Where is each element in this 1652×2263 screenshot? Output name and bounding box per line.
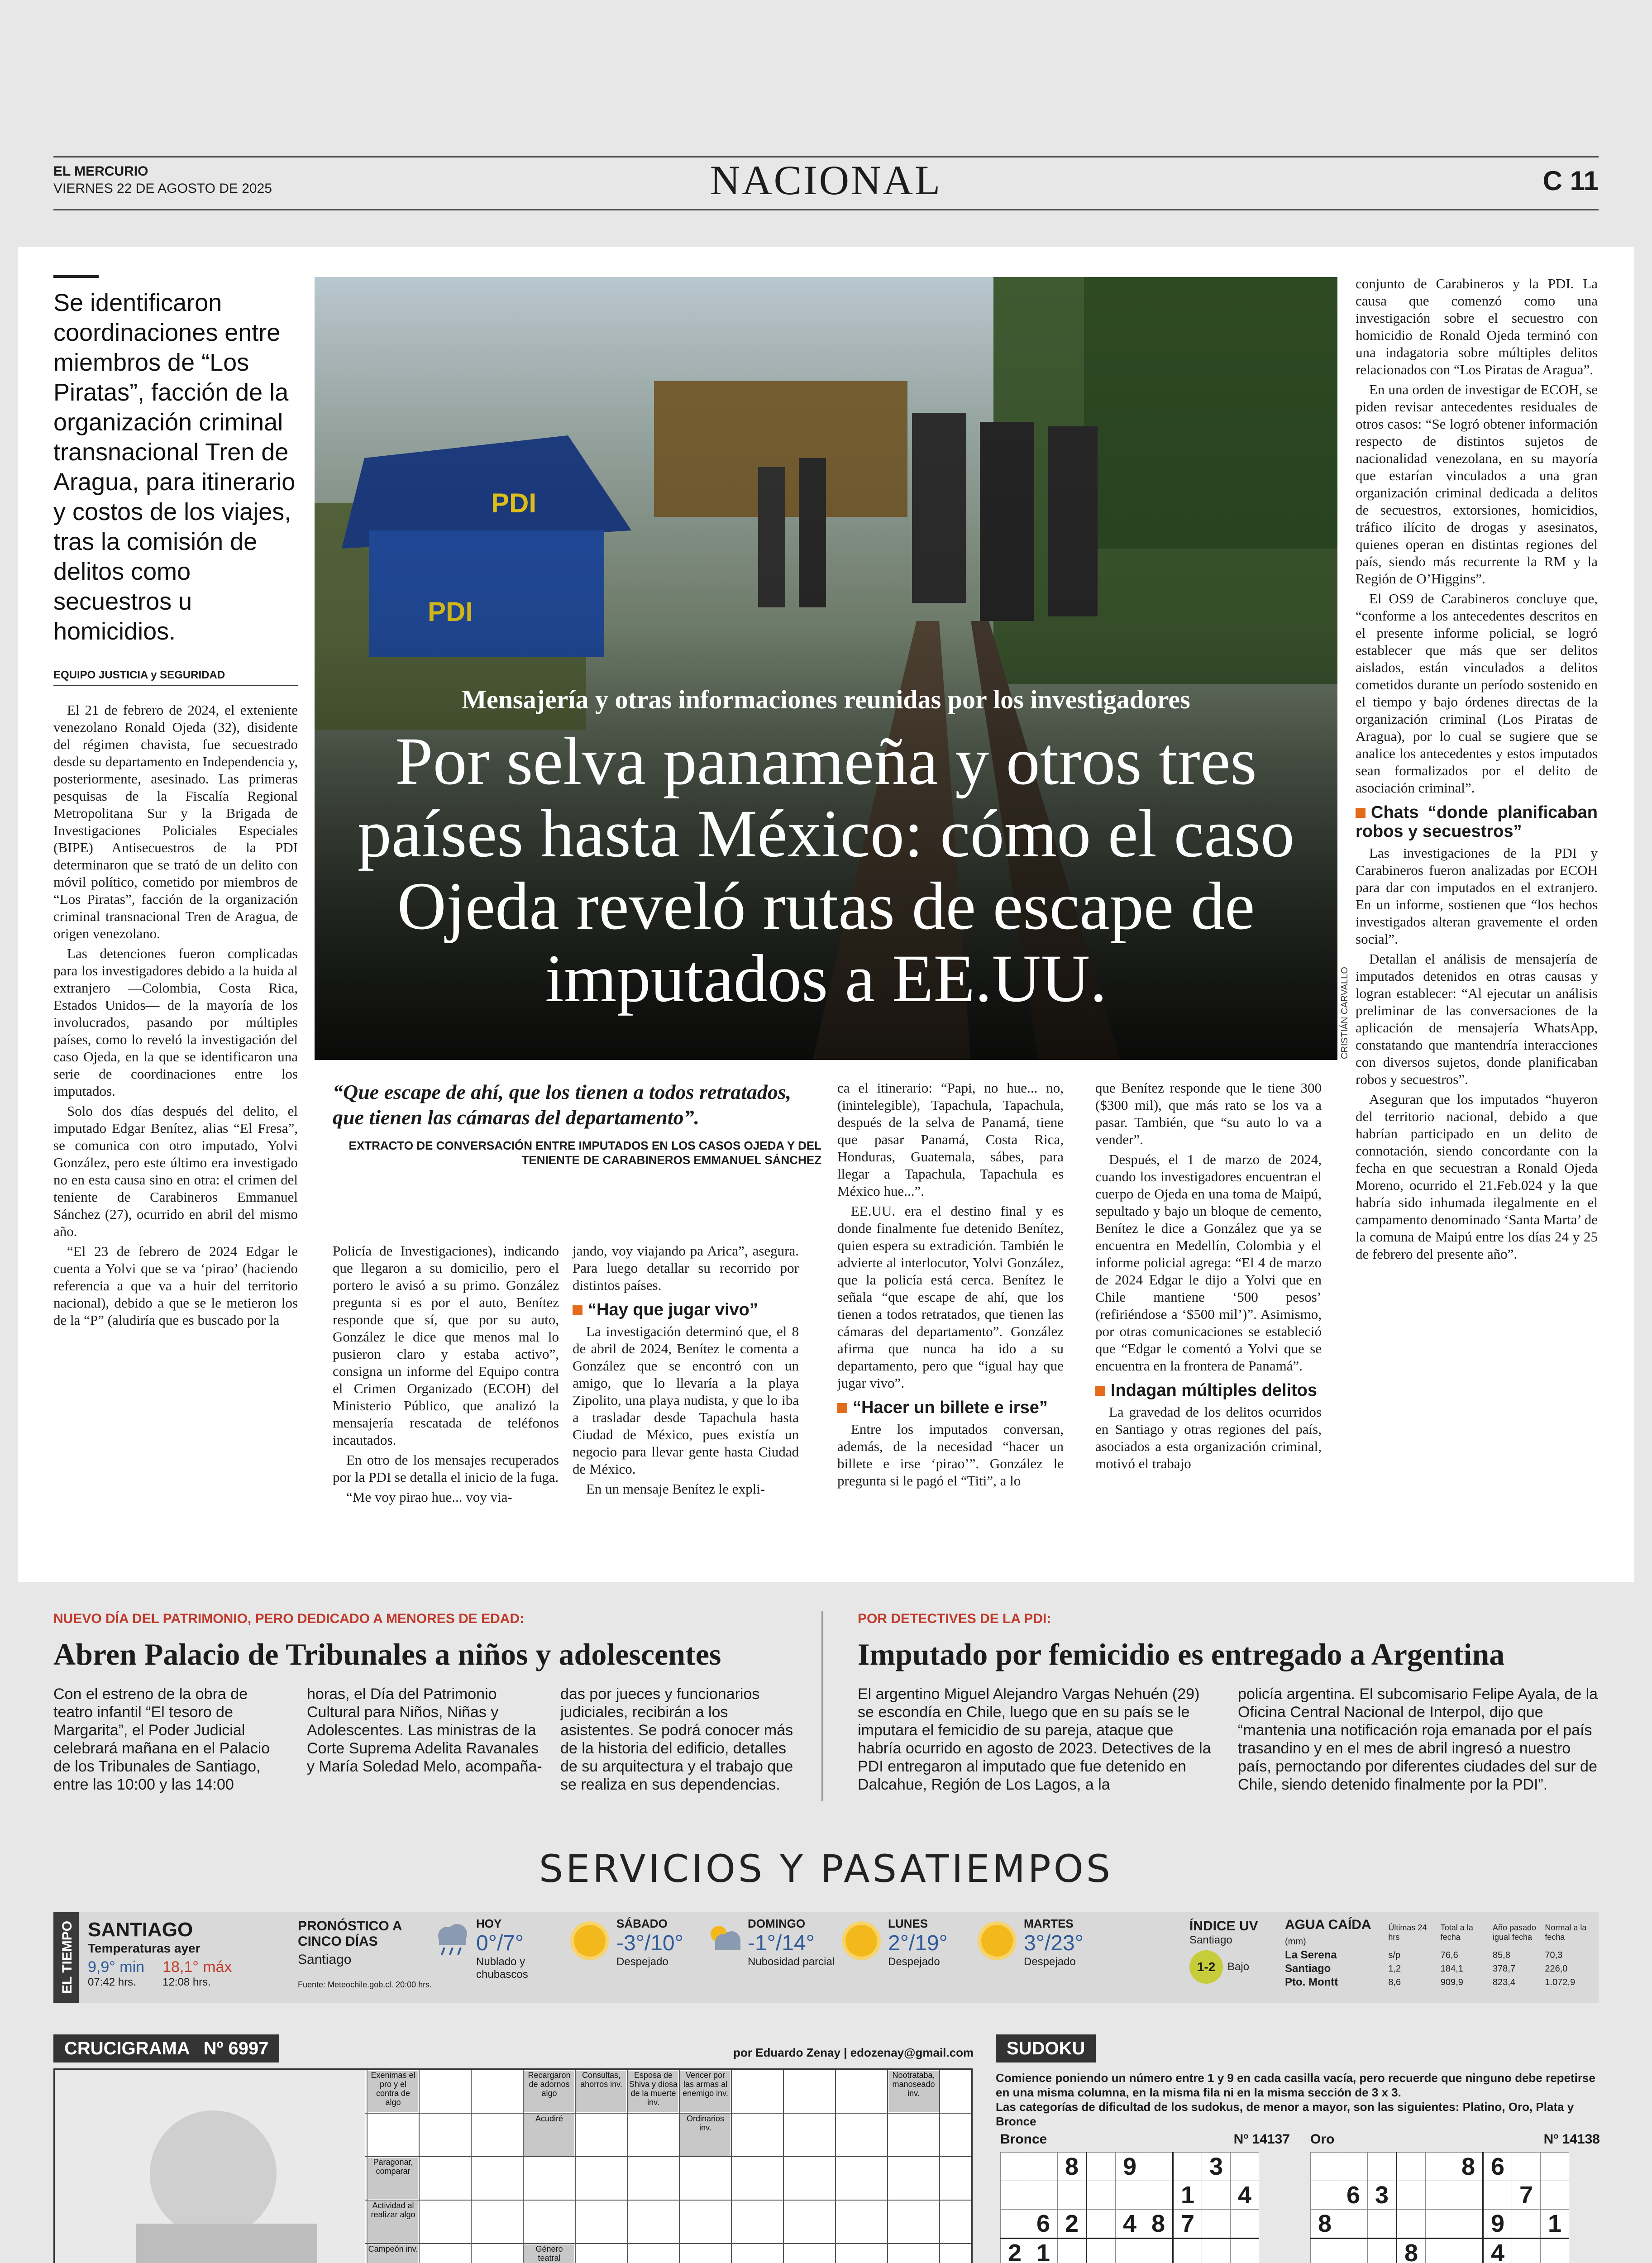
sudoku-cell[interactable]: 4	[1483, 2239, 1512, 2263]
sudoku-cell[interactable]: 4	[1231, 2181, 1259, 2210]
article-col-6: conjunto de Carabineros y la PDI. La causa que comenzó como una investigación sobre el secuestro con homicidio de Ronald Ojeda terminó con una indagatoria sobre múltiples delitos relacionados con “Los Piratas de Aragua”. En una orden de investigar de ECOH, se piden revisar antecedentes residuales de otros casos: “Se logró obtener información respecto de distintos sujetos de nacionalidad venezolana, en su mayoría que estarían vinculados a una gran organización criminal dedicada a delitos de secuestros, extorsiones, homicidios, tráfico ilícito de drogas y asesinatos, quienes operan en distintas regiones del país, siendo más recurrente la RM y la Región de O’Higgins”. El OS9 de Carabineros concluye que, “conforme a los antecedentes descritos en el presente informe policial, se logró establecer que más que ser delitos aislados, están vinculados a delitos cometidos durante un período sostenido en el tiempo y bajo órdenes directas de la organización criminal (Los Piratas de Aragua), por lo cual se sugiere que se analice los antecedentes y estos imputados sean formalizados por el delito de asociación criminal”. Chats “donde planificaban robos y secuestros” Las investigaciones de la PDI y Carabineros fueron analizadas por ECOH para dar con imputados en el extranjero. En un informe, sostienen que “los hechos investigados alteran gravemente el orden social”. Detallan el análisis de mensajería de imputados detenidos en otras causas y logran establecer: “Al ejecutar un análisis preliminar de las conversaciones de la aplicación de mensajería WhatsApp, constatando que mantendría interacciones con diversos sujetos, donde planificaban robos y secuestros”. Aseguran que los imputados “huyeron del territorio nacional, debido a que habrían participado en un delito de connotación, siendo concordante con la fecha en que secuestran a Ronald Ojeda Moreno, ocurrido el 21.Feb.024 y la que habría sido inhumada ilegalmente en el campamento denominado ‘Santa Marta’ de la comuna de Maipú entre los días 24 y 25 de febrero del presente año”.	[1356, 276, 1598, 1262]
sudoku-cell[interactable]	[1231, 2239, 1259, 2263]
sudoku-grid-bronce	[1000, 2152, 1259, 2263]
header-rule	[53, 209, 1599, 210]
rain-cloud-icon	[434, 1921, 470, 1957]
article-headline: Por selva panameña y otros tres países hasta México: cómo el caso Ojeda reveló rutas de escape de imputados a EE.UU.	[357, 724, 1295, 1016]
crossword-clue: Consultas, ahorros inv.	[576, 2071, 626, 2112]
sudoku-cell[interactable]: 8	[1058, 2153, 1087, 2181]
partly-cloudy-icon	[705, 1921, 741, 1957]
table-row: Pto. Montt 8,6 909,9 823,4 1.072,9	[1285, 1976, 1576, 1988]
story-right-kicker: POR DETECTIVES DE LA PDI:	[858, 1611, 1051, 1626]
story-left	[53, 1611, 805, 1794]
crossword-clue: Campeón inv.	[368, 2244, 418, 2263]
sudoku-row	[1311, 2153, 1569, 2181]
sudoku-cell[interactable]	[1058, 2181, 1087, 2210]
sudoku-cell[interactable]	[1231, 2153, 1259, 2181]
sudoku-row	[1001, 2153, 1259, 2181]
sudoku-cell[interactable]	[1058, 2239, 1087, 2263]
sudoku-cell[interactable]: 3	[1368, 2181, 1397, 2210]
photo-credit	[1340, 1046, 1353, 1059]
crossword-clue: Ordinarios inv.	[680, 2114, 731, 2156]
subhead-1: “Hay que jugar vivo”	[573, 1300, 799, 1319]
forecast-day: HOY 0°/7° Nublado y chubascos	[434, 1917, 569, 1981]
sudoku-cell[interactable]: 8	[1311, 2210, 1339, 2239]
sudoku-cell[interactable]: 2	[1001, 2239, 1029, 2263]
sudoku-cell[interactable]: 1	[1173, 2181, 1202, 2210]
sudoku-cell[interactable]	[1311, 2239, 1339, 2263]
weather-tag: EL TIEMPO	[53, 1912, 79, 2003]
subhead-marker	[573, 1305, 582, 1315]
subhead-marker	[1095, 1386, 1105, 1396]
sudoku-cell[interactable]	[1368, 2239, 1397, 2263]
sudoku-cell[interactable]	[1512, 2210, 1541, 2239]
sudoku-cell[interactable]	[1426, 2153, 1454, 2181]
temp-max: 18,1° máx	[162, 1958, 232, 1976]
subhead-marker	[1356, 808, 1366, 818]
sudoku-cell[interactable]	[1311, 2153, 1339, 2181]
issue-date: VIERNES 22 DE AGOSTO DE 2025	[53, 181, 272, 196]
crossword-header: CRUCIGRAMA Nº 6997	[53, 2034, 279, 2062]
sudoku-cell[interactable]	[1339, 2239, 1368, 2263]
crossword-clue: Vencer por las armas al enemigo inv.	[680, 2071, 731, 2112]
sudoku-2-label: Oro Nº 14138	[1310, 2132, 1600, 2147]
sudoku-row	[1311, 2181, 1569, 2210]
sudoku-cell[interactable]	[1426, 2181, 1454, 2210]
article-col-2: Policía de Investigaciones), indicando que llegaron a su domicilio, pero el portero le avisó a su primo. González pregunta si es por el auto, Benítez responde que sí, que por su auto, González le dice que menos mal lo pusieron claro y estaba activo”, consigna un informe del Equipo contra el Crimen Organizado (ECOH) del Ministerio Público, que analizó la mensajería rescatada de teléfonos incautados. En otro de los mensajes recuperados por la PDI se detalla el inicio de la fuga. “Me voy pirao hue... voy via-	[333, 1243, 559, 1505]
article-col-5: que Benítez responde que le tiene 300 ($300 mil), que más rato se los va a pasar. También, que “su auto lo va a vender”. Después, el 1 de marzo de 2024, cuando los investigadores encuentran el cuerpo de Ojeda en una toma de Maipú, sepultado y bajo un bloque de cemento, Benítez le dice a González que ya se encuentra en Medellín, Colombia y el informe policial agrega: “El 4 de marzo de 2024 Edgar le dijo a Yolvi que en Chile mantiene ‘500 pesos’ (refiriéndose a ‘$500 mil’)”. Asimismo, por otras comunicaciones se estableció que “Edgar le comentó a Yolvi que se encuentra en la frontera de Panamá”. Indagan múltiples delitos La gravedad de los delitos ocurridos en Santiago y otras regiones del país, asociados a esta organización criminal, motivó el trabajo	[1095, 1080, 1322, 1471]
sun-icon	[569, 1917, 610, 1981]
sudoku-cell[interactable]: 1	[1541, 2210, 1569, 2239]
sudoku-cell[interactable]	[1202, 2239, 1231, 2263]
sudoku-cell[interactable]	[1397, 2210, 1426, 2239]
sudoku-cell[interactable]: 4	[1116, 2210, 1144, 2239]
crossword-clue: Acudiré	[524, 2114, 574, 2156]
sudoku-cell[interactable]: 6	[1029, 2210, 1058, 2239]
sudoku-cell[interactable]	[1368, 2153, 1397, 2181]
page-number: C 11	[1542, 166, 1599, 196]
pull-quote	[333, 1079, 821, 1167]
sudoku-row	[1001, 2239, 1259, 2263]
sudoku-cell[interactable]: 6	[1339, 2181, 1368, 2210]
sudoku-cell[interactable]	[1087, 2210, 1116, 2239]
crossword-clue: Nootrataba, manoseado inv.	[888, 2071, 939, 2112]
lead-column	[53, 275, 298, 1332]
forecast-days	[434, 1917, 1112, 1981]
sun-icon	[977, 1917, 1017, 1981]
sudoku-cell[interactable]	[1454, 2239, 1483, 2263]
sudoku-cell[interactable]: 7	[1512, 2181, 1541, 2210]
story-left-headline: Abren Palacio de Tribunales a niños y adolescentes	[53, 1637, 721, 1671]
sudoku-header: SUDOKU	[996, 2034, 1096, 2062]
sudoku-cell[interactable]	[1087, 2239, 1116, 2263]
sudoku-cell[interactable]	[1541, 2153, 1569, 2181]
newspaper-name: EL MERCURIO	[53, 164, 148, 179]
story-left-kicker: NUEVO DÍA DEL PATRIMONIO, PERO DEDICADO A MENORES DE EDAD:	[53, 1611, 525, 1626]
forecast-day: MARTES 3°/23° Despejado	[977, 1917, 1112, 1981]
sudoku-cell[interactable]	[1202, 2210, 1231, 2239]
sudoku-cell[interactable]: 2	[1058, 2210, 1087, 2239]
crossword-lines	[55, 2070, 971, 2263]
sudoku-cell[interactable]	[1339, 2153, 1368, 2181]
sudoku-cell[interactable]	[1512, 2153, 1541, 2181]
sudoku-cell[interactable]: 6	[1483, 2153, 1512, 2181]
sudoku-cell[interactable]	[1311, 2181, 1339, 2210]
forecast-day: SÁBADO -3°/10° Despejado	[569, 1917, 705, 1981]
crossword-clue: Recargaron de adornos algo	[524, 2071, 574, 2112]
quote-source: EXTRACTO DE CONVERSACIÓN ENTRE IMPUTADOS EN LOS CASOS OJEDA Y DEL TENIENTE DE CARABINEROS EMMANUEL SÁNCHEZ	[349, 1139, 821, 1167]
sudoku-cell[interactable]	[1541, 2181, 1569, 2210]
subhead-marker	[837, 1403, 847, 1413]
sudoku-cell[interactable]	[1454, 2210, 1483, 2239]
crossword-clue: Actividad al realizar algo	[368, 2201, 418, 2243]
story-right-body: El argentino Miguel Alejandro Vargas Nehuén (29) se escondía en Chile, luego que en su país se le imputara el femicidio de su pareja, ataque que habría ocurrido en agosto de 2023. Detectives de la PDI entregaron al imputado que fue detenido en Dalcahue, Región de Los Lagos, a la policía argentina. El subcomisario Felipe Ayala, de la Oficina Central Nacional de Interpol, dijo que “mantenia una notificación roja emanada por el país trasandino y en el mes de abril ingresó a nuestro país, pernoctando por diferentes ciudades del sur de Chile, siendo detenido finalmente por la PDI”.	[858, 1685, 1598, 1793]
sudoku-cell[interactable]	[1483, 2181, 1512, 2210]
sudoku-cell[interactable]	[1029, 2153, 1058, 2181]
weather-today: SANTIAGO Temperaturas ayer 9,9° min 07:42 hrs. 18,1° máx 12:08 hrs.	[88, 1919, 232, 1988]
table-row: La Serena s/p 76,6 85,8 70,3	[1285, 1949, 1563, 1961]
crossword-clue: Paragonar, comparar	[368, 2158, 418, 2199]
sudoku-cell[interactable]	[1087, 2153, 1116, 2181]
sudoku-cell[interactable]: 1	[1029, 2239, 1058, 2263]
sudoku-row	[1311, 2210, 1569, 2239]
sudoku-cell[interactable]	[1512, 2239, 1541, 2263]
article-lead: Se identificaron coordinaciones entre miembros de “Los Piratas”, facción de la organización criminal transnacional Tren de Aragua, para itinerario y costos de los viajes, tras la comisión de delitos como secuestros u homicidios.	[53, 289, 296, 645]
services-title: SERVICIOS Y PASATIEMPOS	[539, 1847, 1113, 1891]
sudoku-cell[interactable]	[1001, 2181, 1029, 2210]
sudoku-cell[interactable]: 8	[1144, 2210, 1173, 2239]
crossword-clue: Género teatral	[524, 2244, 574, 2263]
sudoku-cell[interactable]	[1029, 2181, 1058, 2210]
temp-min: 9,9° min	[88, 1958, 145, 1976]
crossword-author: por Eduardo Zenay | edozenay@gmail.com	[733, 2046, 974, 2059]
sudoku-cell[interactable]	[1202, 2181, 1231, 2210]
sudoku-row	[1001, 2181, 1259, 2210]
crossword-clue: Esposa de Shiva y diosa de la muerte inv.	[628, 2071, 678, 2112]
sudoku-cell[interactable]	[1397, 2153, 1426, 2181]
sudoku-cell[interactable]	[1144, 2181, 1173, 2210]
uv-badge: 1-2	[1189, 1950, 1223, 1984]
article-photo	[315, 277, 1337, 1060]
crossword-clue: Exenimas el pro y el contra de algo	[368, 2071, 418, 2112]
uv-index: ÍNDICE UV Santiago 1-2 Bajo	[1189, 1919, 1280, 1984]
sudoku-cell[interactable]: 8	[1397, 2239, 1426, 2263]
subhead-2: “Hacer un billete e irse”	[837, 1398, 1064, 1417]
headline-kicker: Mensajería y otras informaciones reunidas por los investigadores	[462, 685, 1190, 714]
subhead-3: Indagan múltiples delitos	[1095, 1381, 1322, 1400]
story-right-headline: Imputado por femicidio es entregado a Argentina	[858, 1637, 1505, 1671]
byline: EQUIPO JUSTICIA y SEGURIDAD	[53, 669, 298, 686]
sudoku-cell[interactable]	[1144, 2239, 1173, 2263]
sudoku-instructions: Comience poniendo un número entre 1 y 9 en cada casilla vacía, pero recuerde que ninguno debe repetirse en una misma columna, en la misma fila ni en la misma sección de 3 x 3. Las categorías de dificultad de los sudokus, de menor a mayor, son las siguientes: Platino, Oro, Plata y Bronce	[996, 2071, 1595, 2128]
sudoku-row	[1001, 2210, 1259, 2239]
table-row: Santiago 1,2 184,1 378,7 226,0	[1285, 1962, 1568, 1975]
weather-bar	[53, 1912, 1599, 2003]
masthead	[53, 163, 272, 197]
story-right	[858, 1611, 1600, 1794]
sudoku-cell[interactable]	[1426, 2239, 1454, 2263]
sudoku-cell[interactable]: 7	[1173, 2210, 1202, 2239]
forecast-day: LUNES 2°/19° Despejado	[841, 1917, 977, 1981]
lead-bullet	[53, 275, 99, 278]
article-col-4: ca el itinerario: “Papi, no hue... no, (inintelegible), Tapachula, Tapachula, después de la selva de Panamá, tiene que pasar Panamá, Costa Rica, Honduras, Guatemala, sábes, para llegar a Tapachula, Tapachula es México hue...”. EE.UU. era el destino final y es donde finalmente fue detenido Benítez, quien espera su extradición. También le advierte al interlocutor, Yolvi González, que la policía está cerca. Benítez le señala “que escape de ahí, que los tienen a todos retratados, que tienen las cámaras del departamento”. González afirma que nunca ha ido a su departamento, pero que “igual hay que jugar vivo”. “Hacer un billete e irse” Entre los imputados conversan, además, de la necesidad “hacer un billete e irse ‘pirao’”. González le pregunta si le pagó el “Titi”, a lo	[837, 1080, 1064, 1489]
sun-icon	[841, 1917, 882, 1981]
sudoku-grid-oro	[1310, 2152, 1569, 2263]
subhead-4: Chats “donde planificaban robos y secuestros”	[1356, 803, 1598, 841]
story-divider	[821, 1611, 823, 1801]
sudoku-cell[interactable]	[1116, 2239, 1144, 2263]
sudoku-cell[interactable]: 9	[1116, 2153, 1144, 2181]
sudoku-row	[1311, 2239, 1569, 2263]
story-left-body: Con el estreno de la obra de teatro infantil “El tesoro de Margarita”, el Poder Judicial celebrará mañana en el Palacio de los Tribunales de Santiago, entre las 10:00 y las 14:00 horas, el Día del Patrimonio Cultural para Niños, Niñas y Adolescentes. Las ministras de la Corte Suprema Adelita Ravanales y María Soledad Melo, acompaña- das por jueces y funcionarios judiciales, recibirán a los asistentes. Se podrá conocer más de la historia del edificio, detalles de su arquitectura y el trabajo que se realiza en sus dependencias.	[53, 1685, 793, 1793]
sudoku-cell[interactable]	[1144, 2153, 1173, 2181]
sudoku-cell[interactable]	[1001, 2153, 1029, 2181]
sudoku-cell[interactable]: 8	[1454, 2153, 1483, 2181]
sudoku-cell[interactable]	[1231, 2210, 1259, 2239]
sudoku-cell[interactable]	[1001, 2210, 1029, 2239]
sudoku-cell[interactable]	[1116, 2181, 1144, 2210]
forecast-day: DOMINGO -1°/14° Nubosidad parcial	[705, 1917, 841, 1981]
crossword-grid	[53, 2068, 973, 2263]
forecast-header: PRONÓSTICO A CINCO DÍAS Santiago Fuente: Meteochile.gob.cl. 20:00 hrs.	[298, 1919, 432, 1989]
sudoku-cell[interactable]	[1368, 2210, 1397, 2239]
sudoku-cell[interactable]: 9	[1483, 2210, 1512, 2239]
sudoku-cell[interactable]	[1339, 2210, 1368, 2239]
quote-text: “Que escape de ahí, que los tienen a todos retratados, que tienen las cámaras del departamento”.	[333, 1080, 792, 1129]
sudoku-1-label: Bronce Nº 14137	[1000, 2132, 1290, 2147]
article-col-3: jando, voy viajando pa Arica”, asegura. Para luego detallar su recorrido por distintos países. “Hay que jugar vivo” La investigación determinó que, el 8 de abril de 2024, Benítez le comenta a González que se encontró con un amigo, que lo llevaría a la playa Zipolito, una playa nudista, y que lo iba a trasladar desde Tapachula hasta Ciudad de México, pues existía un negocio para llevar gente hasta Ciudad de México. En un mensaje Benítez le expli-	[573, 1243, 799, 1497]
sudoku-cell[interactable]	[1173, 2239, 1202, 2263]
rainfall-table: AGUA CAÍDA (mm) Últimas 24 hrs Total a la fecha Año pasado igual fecha Normal a la fecha La Serena s/p 76,6 85,8 70,3 Santiago 1,2 184,1 378,7 226,0 Pto. Montt 8,6 909,9 823,4 1.072,9	[1284, 1917, 1597, 1989]
article-col-1: El 21 de febrero de 2024, el exteniente venezolano Ronald Ojeda (32), disidente del régimen chavista, fue secuestrado desde su departamento en Independencia y, posteriormente, asesinado. Las primeras pesquisas de la Fiscalía Regional Metropolitana Sur y la Brigada de Investigaciones Policiales Especiales (BIPE) Antisecuestros de la PDI determinaron que se trató de un delito con móvil político, cometido por miembros de “Los Piratas”, facción de la organización criminal transnacional Tren de Aragua, de origen venezolano. Las detenciones fueron complicadas para los investigadores debido a la huida al extranjero —Colombia, Costa Rica, Estados Unidos— de la mayoría de los involucrados, pasando por múltiples países, como lo reveló la investigación del caso Ojeda, en la que se identificaron una serie de coordinaciones entre los imputados. Solo dos días después del delito, el imputado Edgar Benítez, alias “El Fresa”, se comunica con otro imputado, Yolvi González, pero este último era investigado no en esta causa sino en otra: el crimen del teniente de Carabineros Emmanuel Sánchez (27), ocurrido en abril del mismo año. “El 23 de febrero de 2024 Edgar le cuenta a Yolvi que se va ‘pirao’ (haciendo referencia a que va a huir del territorio nacional), debido a que se le metieron los de la “P” (aludiría que es buscado por la	[53, 702, 298, 1328]
sudoku-cell[interactable]	[1426, 2210, 1454, 2239]
sudoku-cell[interactable]	[1087, 2181, 1116, 2210]
sudoku-cell[interactable]	[1173, 2153, 1202, 2181]
sudoku-cell[interactable]: 3	[1202, 2153, 1231, 2181]
sudoku-cell[interactable]	[1541, 2239, 1569, 2263]
section-title: NACIONAL	[710, 157, 942, 203]
sudoku-cell[interactable]	[1397, 2181, 1426, 2210]
sudoku-cell[interactable]	[1454, 2181, 1483, 2210]
